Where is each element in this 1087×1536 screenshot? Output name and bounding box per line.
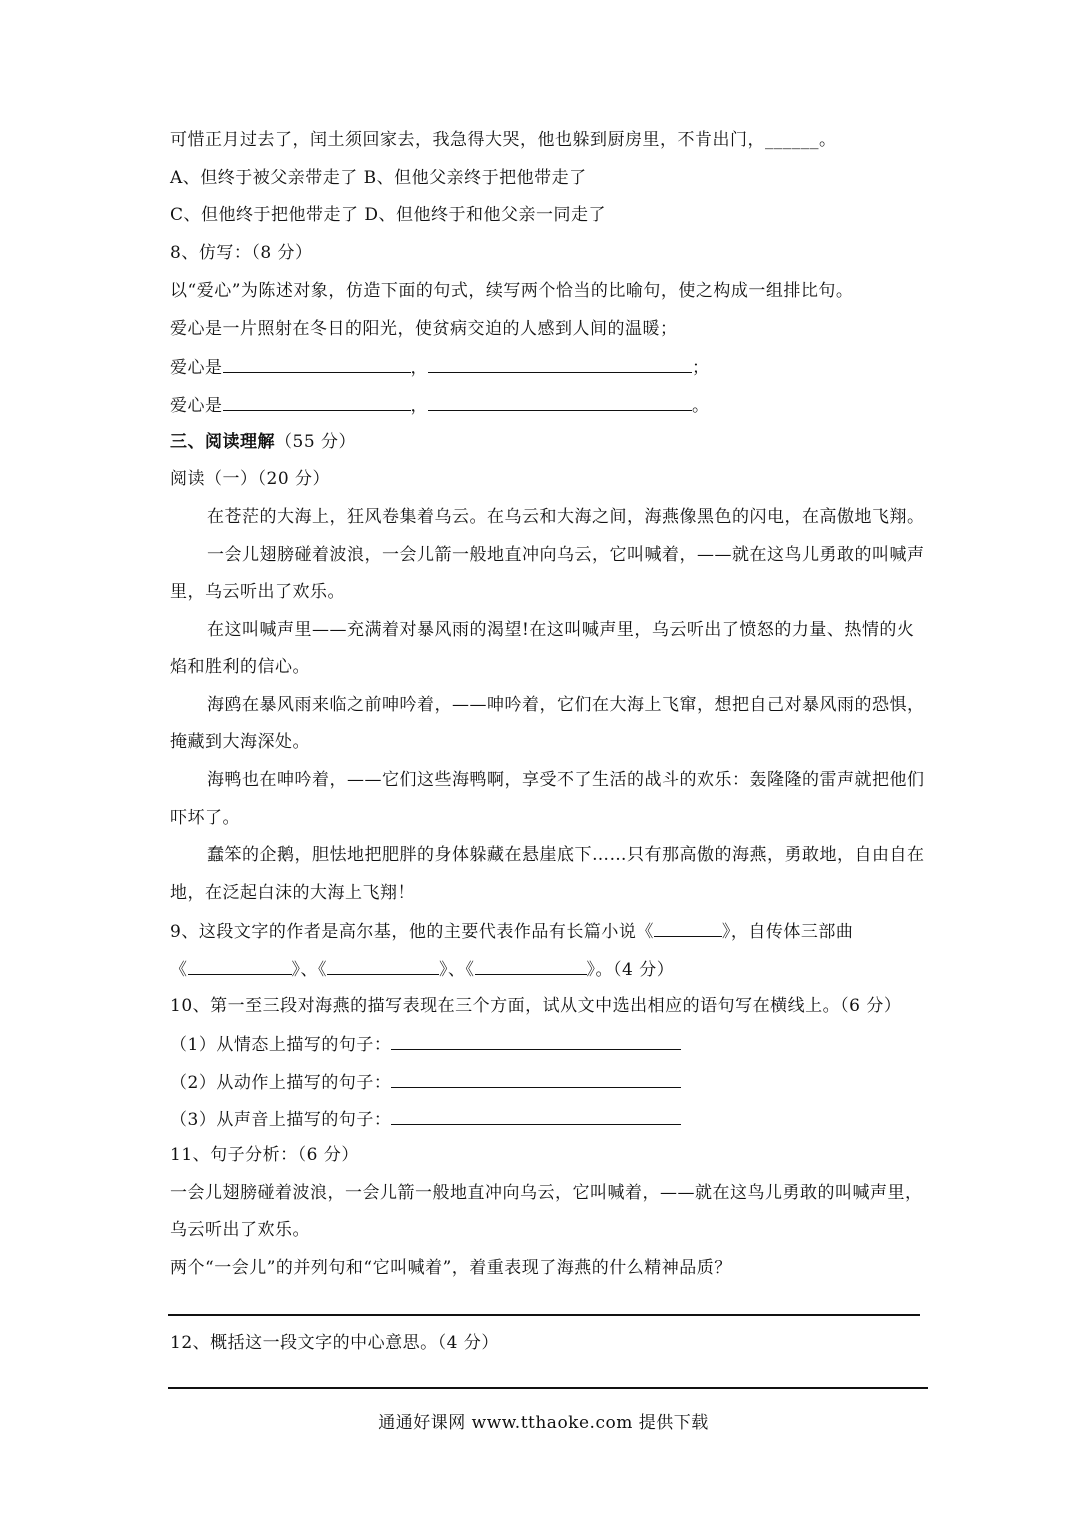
q11-heading: 11、句子分析：（6 分）: [170, 1145, 359, 1165]
section3-score: （55 分）: [275, 432, 357, 452]
q9-part2: 》，自传体三部曲: [721, 922, 854, 942]
q10-a: [170, 1031, 681, 1057]
answer-blank[interactable]: [223, 392, 411, 411]
q11-question: 两个“一会儿”的并列句和“它叫喊着”，着重表现了海燕的什么精神品质？: [170, 1258, 732, 1278]
comma: ，: [410, 396, 428, 416]
passage-p4a: 海鸥在暴风雨来临之前呻吟着，——呻吟着，它们在大海上飞窜，想把自己对暴风雨的恐惧，: [207, 695, 925, 715]
q9-line-1: [170, 918, 853, 944]
answer-blank[interactable]: [654, 918, 722, 937]
q10-a-label: （1）从情态上描写的句子：: [170, 1035, 392, 1055]
q9-sep: 》、《: [291, 960, 327, 980]
answer-blank[interactable]: [223, 354, 411, 373]
q11-answer-line[interactable]: [168, 1314, 920, 1316]
passage-p4b: 掩藏到大海深处。: [170, 732, 310, 752]
q8-example: 爱心是一片照射在冬日的阳光，使贫病交迫的人感到人间的温暖；: [170, 319, 678, 339]
q11-quote-b: 乌云听出了欢乐。: [170, 1220, 310, 1240]
q10-b-label: （2）从动作上描写的句子：: [170, 1073, 392, 1093]
passage-p3a: 在这叫喊声里——充满着对暴风雨的渴望!在这叫喊声里，乌云听出了愤怒的力量、热情的火: [207, 620, 915, 640]
passage-p5b: 吓坏了。: [170, 808, 240, 828]
q8-instruction: 以“爱心”为陈述对象，仿造下面的句式，续写两个恰当的比喻句，使之构成一组排比句。: [170, 281, 854, 301]
answer-blank[interactable]: [428, 392, 692, 411]
q8-prefix: 爱心是: [170, 396, 223, 416]
passage-p1: 在苍茫的大海上，狂风卷集着乌云。在乌云和大海之间，海燕像黑色的闪电，在高傲地飞翔。: [207, 507, 925, 527]
answer-blank[interactable]: [327, 956, 439, 975]
q9-open: 《: [170, 960, 188, 980]
q9-sep: 》、《: [439, 960, 475, 980]
q8-prefix: 爱心是: [170, 358, 223, 378]
section3-heading: [170, 430, 356, 454]
q10-b: [170, 1069, 681, 1095]
end-mark: 。: [692, 396, 710, 416]
passage-p2a: 一会儿翅膀碰着波浪，一会儿箭一般地直冲向乌云，它叫喊着，——就在这鸟儿勇敢的叫喊声: [207, 545, 925, 565]
passage-p6a: 蠢笨的企鹅，胆怯地把肥胖的身体躲藏在悬崖底下……只有那高傲的海燕，勇敢地，自由自在: [207, 845, 925, 865]
section3-title: 三、阅读理解: [170, 432, 275, 452]
q12-answer-line[interactable]: [168, 1387, 928, 1389]
comma: ，: [410, 358, 428, 378]
q7-options-ab: A、但终于被父亲带走了 B、但他父亲终于把他带走了: [170, 168, 587, 188]
q8-line-2: [170, 392, 710, 418]
passage-p6b: 地，在泛起白沫的大海上飞翔！: [170, 883, 415, 903]
end-mark: ；: [692, 358, 710, 378]
q9-line-2: [170, 956, 674, 982]
passage-p5a: 海鸭也在呻吟着，——它们这些海鸭啊，享受不了生活的战斗的欢乐：轰隆隆的雷声就把他们: [207, 770, 925, 790]
reading1-heading: 阅读（一）（20 分）: [170, 469, 331, 489]
q10-c: [170, 1106, 681, 1132]
answer-blank[interactable]: [391, 1069, 681, 1088]
q10-c-label: （3）从声音上描写的句子：: [170, 1110, 392, 1130]
answer-blank[interactable]: [188, 956, 292, 975]
q9-end: 》。（4 分）: [586, 960, 675, 980]
answer-blank[interactable]: [391, 1106, 681, 1125]
q7-sentence: 可惜正月过去了，闰土须回家去，我急得大哭，他也躲到厨房里，不肯出门，______。: [170, 130, 837, 150]
q12-heading: 12、概括这一段文字的中心意思。（4 分）: [170, 1333, 499, 1353]
q8-line-1: [170, 354, 710, 380]
q8-heading: 8、仿写：（8 分）: [170, 243, 313, 263]
q11-quote-a: 一会儿翅膀碰着波浪，一会儿箭一般地直冲向乌云，它叫喊着，——就在这鸟儿勇敢的叫喊声里，: [170, 1183, 923, 1203]
q10-heading: 10、第一至三段对海燕的描写表现在三个方面，试从文中选出相应的语句写在横线上。（6 分）: [170, 996, 902, 1016]
answer-blank[interactable]: [475, 956, 587, 975]
q9-part1: 9、这段文字的作者是高尔基，他的主要代表作品有长篇小说《: [170, 922, 654, 942]
passage-p3b: 焰和胜利的信心。: [170, 657, 310, 677]
answer-blank[interactable]: [428, 354, 692, 373]
answer-blank[interactable]: [391, 1031, 681, 1050]
passage-p2b: 里，乌云听出了欢乐。: [170, 582, 345, 602]
q7-options-cd: C、但他终于把他带走了 D、但他终于和他父亲一同走了: [170, 205, 607, 225]
page-footer: 通通好课网 www.tthaoke.com 提供下载: [378, 1413, 709, 1433]
